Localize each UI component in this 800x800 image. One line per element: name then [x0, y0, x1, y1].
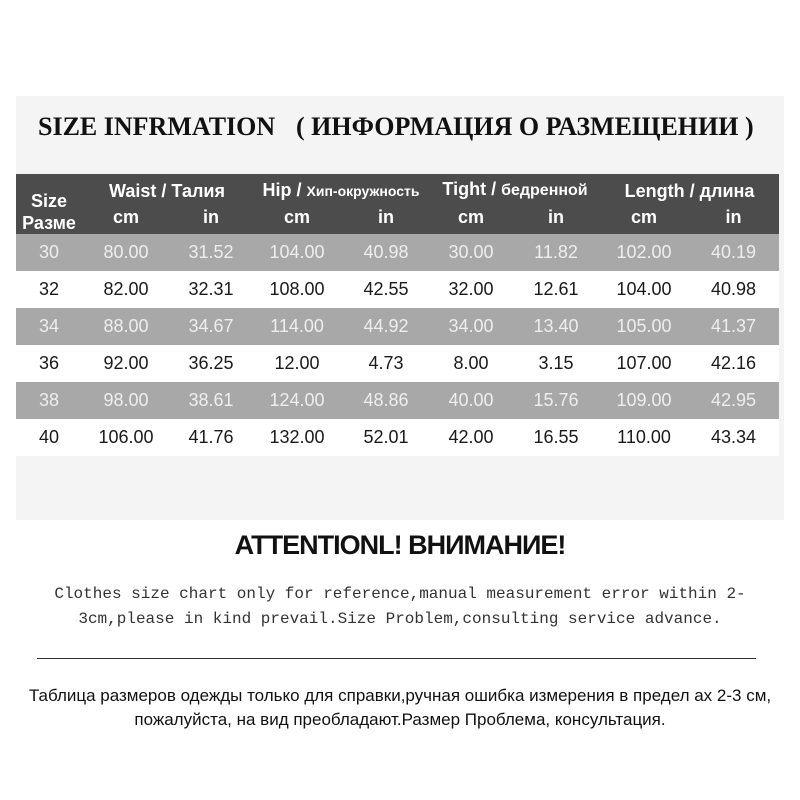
table-row [16, 271, 779, 308]
cell-size: 30 [16, 234, 82, 271]
header-size [16, 174, 82, 234]
cell-tight-in: 11.82 [512, 234, 600, 271]
cell-hip-cm: 12.00 [252, 345, 342, 382]
unit-in: in [512, 204, 600, 234]
cell-length-cm: 109.00 [600, 382, 688, 419]
cell-waist-cm: 106.00 [82, 419, 170, 456]
cell-size: 36 [16, 345, 82, 382]
cell-size: 34 [16, 308, 82, 345]
cell-length-cm: 102.00 [600, 234, 688, 271]
cell-length-cm: 107.00 [600, 345, 688, 382]
cell-waist-cm: 92.00 [82, 345, 170, 382]
table-header-row [16, 174, 779, 204]
cell-length-cm: 110.00 [600, 419, 688, 456]
header-tight-ru: бедренной [501, 182, 588, 199]
cell-hip-in: 48.86 [342, 382, 430, 419]
cell-hip-in: 40.98 [342, 234, 430, 271]
table-row [16, 419, 779, 456]
note-russian: Таблица размеров одежды только для справки,ручная ошибка измерения в предел ах 2-3 см, пожалуйста, на вид преобладают.Размер Проблема, консультация. [28, 686, 772, 729]
header-waist-ru: Талия [171, 181, 225, 201]
cell-size: 40 [16, 419, 82, 456]
cell-length-in: 41.37 [688, 308, 779, 345]
cell-waist-cm: 82.00 [82, 271, 170, 308]
header-size-ru: Разме [22, 213, 76, 233]
header-length [600, 174, 779, 204]
cell-hip-in: 42.55 [342, 271, 430, 308]
cell-size: 38 [16, 382, 82, 419]
table-body [16, 234, 779, 456]
cell-hip-in: 4.73 [342, 345, 430, 382]
cell-tight-cm: 42.00 [430, 419, 512, 456]
cell-tight-in: 16.55 [512, 419, 600, 456]
cell-hip-in: 44.92 [342, 308, 430, 345]
header-length-ru: длина [699, 181, 755, 201]
cell-waist-in: 38.61 [170, 382, 252, 419]
cell-hip-in: 52.01 [342, 419, 430, 456]
cell-hip-cm: 124.00 [252, 382, 342, 419]
unit-in: in [170, 204, 252, 234]
cell-length-cm: 105.00 [600, 308, 688, 345]
cell-length-in: 42.95 [688, 382, 779, 419]
cell-tight-in: 3.15 [512, 345, 600, 382]
unit-in: in [342, 204, 430, 234]
title-english: SIZE INFRMATION [38, 112, 276, 141]
cell-length-in: 42.16 [688, 345, 779, 382]
cell-length-cm: 104.00 [600, 271, 688, 308]
cell-hip-cm: 132.00 [252, 419, 342, 456]
unit-cm: cm [600, 204, 688, 234]
cell-tight-in: 13.40 [512, 308, 600, 345]
unit-cm: cm [430, 204, 512, 234]
cell-waist-in: 36.25 [170, 345, 252, 382]
cell-waist-cm: 88.00 [82, 308, 170, 345]
cell-tight-in: 15.76 [512, 382, 600, 419]
cell-tight-cm: 8.00 [430, 345, 512, 382]
cell-waist-cm: 80.00 [82, 234, 170, 271]
header-length-en: Length / [624, 181, 700, 201]
cell-size: 32 [16, 271, 82, 308]
cell-waist-in: 41.76 [170, 419, 252, 456]
note-english: Clothes size chart only for reference,manual measurement error within 2-3cm,please in kind prevail.Size Problem,consulting service advance. [54, 585, 746, 628]
header-size-en: Size [30, 191, 68, 211]
cell-length-in: 40.98 [688, 271, 779, 308]
size-table [16, 174, 779, 456]
cell-waist-in: 32.31 [170, 271, 252, 308]
cell-hip-cm: 108.00 [252, 271, 342, 308]
cell-hip-cm: 104.00 [252, 234, 342, 271]
cell-length-in: 40.19 [688, 234, 779, 271]
table-row [16, 308, 779, 345]
cell-tight-in: 12.61 [512, 271, 600, 308]
header-waist-en: Waist / [109, 181, 172, 201]
unit-in: in [688, 204, 779, 234]
cell-waist-in: 34.67 [170, 308, 252, 345]
cell-length-in: 43.34 [688, 419, 779, 456]
table-unit-row [16, 204, 779, 234]
title-russian: ( ИНФОРМАЦИЯ О РАЗМЕЩЕНИИ ) [296, 112, 754, 141]
unit-cm: cm [252, 204, 342, 234]
table-row [16, 345, 779, 382]
cell-tight-cm: 32.00 [430, 271, 512, 308]
header-tight [430, 174, 600, 204]
table-row [16, 234, 779, 271]
cell-waist-in: 31.52 [170, 234, 252, 271]
table-row [16, 382, 779, 419]
header-tight-en: Tight / [442, 179, 502, 199]
header-hip-ru: Хип-окружность [306, 183, 420, 199]
cell-waist-cm: 98.00 [82, 382, 170, 419]
attention-heading: ATTENTIONL! ВНИМАНИЕ! [234, 530, 566, 560]
unit-cm: cm [82, 204, 170, 234]
divider [37, 658, 756, 659]
header-hip-en: Hip / [262, 180, 307, 200]
cell-tight-cm: 34.00 [430, 308, 512, 345]
cell-tight-cm: 40.00 [430, 382, 512, 419]
cell-hip-cm: 114.00 [252, 308, 342, 345]
cell-tight-cm: 30.00 [430, 234, 512, 271]
header-waist [82, 174, 252, 204]
header-hip [252, 174, 430, 204]
